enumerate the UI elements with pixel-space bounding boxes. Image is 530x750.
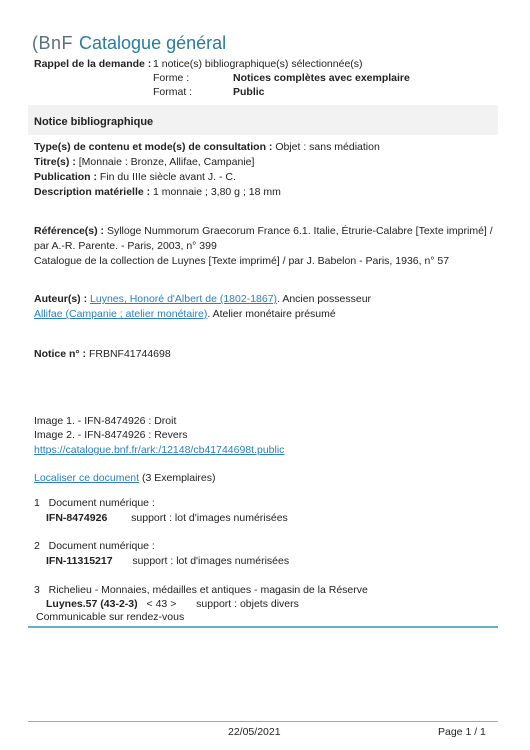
format-label: Format : [153,86,193,98]
request-value: 1 notice(s) bibliographique(s) sélectionnée(s) [153,58,363,70]
catalogue-title: Catalogue général [79,32,227,53]
auteur-line-1 [34,293,371,305]
copy-2-num: 2 [34,540,40,552]
reference-line-1 [34,225,493,237]
section-title: Notice bibliographique [34,116,154,128]
localiser-link[interactable]: Localiser ce document [34,472,140,484]
footer-date: 22/05/2021 [228,726,281,738]
copy-3-support-label: support : [196,598,238,610]
auteur-role-2: . Atelier monétaire présumé [207,308,336,320]
notice-label: Notice n° : [34,348,87,360]
copies-count: (3 Exemplaires) [141,472,216,484]
notice-field [34,348,171,360]
publication-value: Fin du IIIe siècle avant J. - C. [99,171,236,183]
type-label: Type(s) de contenu et mode(s) de consultation : [34,141,273,153]
reference-value-3: Catalogue de la collection de Luynes [Texte imprimé] / par J. Babelon - Paris, 1936, n° 57 [34,255,450,267]
image-2-line: Image 2. - IFN-8474926 : Revers [34,429,188,441]
titre-value: [Monnaie : Bronze, Allifae, Campanie] [78,156,255,168]
bnf-logo [32,32,226,54]
titre-label: Titre(s) : [34,156,76,168]
reference-label: Référence(s) : [34,225,105,237]
auteur-line-2 [34,308,336,320]
description-field [34,186,281,198]
copy-2-support-label: support : [132,555,174,567]
description-value: 1 monnaie ; 3,80 g ; 18 mm [153,186,281,198]
auteur-link-allifae[interactable]: Allifae (Campanie ; atelier monétaire) [34,308,208,320]
copy-3-title: Richelieu - Monnaies, médailles et antiques - magasin de la Réserve [48,584,368,596]
ark-link[interactable]: https://catalogue.bnf.fr/ark:/12148/cb41744698t.public [34,444,285,456]
copy-1-support-value: lot d'images numérisées [174,512,288,524]
format-value: Public [233,86,265,98]
copy-2-detail [46,555,289,567]
reference-value-1: Sylloge Nummorum Graecorum France 6.1. Italie, Étrurie-Calabre [Texte imprimé] / [106,225,493,237]
copy-1-detail [46,512,288,524]
copy-1-header [34,497,155,509]
auteur-label: Auteur(s) : [34,293,88,305]
auteur-role-1: . Ancien possesseur [277,293,372,305]
forme-value: Notices complètes avec exemplaire [233,72,410,84]
copy-3-support-value: objets divers [239,598,299,610]
copy-3-code: Luynes.57 (43-2-3) [46,598,138,610]
copy-3-extra: < 43 > [146,598,177,610]
copy-3-note: Communicable sur rendez-vous [36,611,185,623]
type-value: Objet : sans médiation [275,141,380,153]
copy-1-num: 1 [34,497,40,509]
copy-1-support-label: support : [131,512,172,524]
copy-2-code: IFN-11315217 [46,555,113,567]
copy-2-support-value: lot d'images numérisées [176,555,290,567]
description-label: Description matérielle : [34,186,151,198]
type-field [34,141,380,153]
notice-value: FRBNF41744698 [88,348,171,360]
copy-2-title: Document numérique : [48,540,155,552]
copy-2-header [34,540,155,552]
copy-3-num: 3 [34,584,40,596]
copy-1-title: Document numérique : [48,497,155,509]
bnf-logo-mark: (BnF [32,32,74,53]
copy-3-header [34,584,368,596]
reference-value-2: par A.-R. Parente. - Paris, 2003, n° 399 [34,240,217,252]
teal-divider [28,626,498,628]
copy-1-code: IFN-8474926 [46,512,108,524]
forme-label: Forme : [153,72,190,84]
publication-label: Publication : [34,171,97,183]
publication-field [34,171,236,183]
footer-page: Page 1 / 1 [438,726,486,738]
auteur-link-luynes[interactable]: Luynes, Honoré d'Albert de (1802-1867) [90,293,278,305]
request-label: Rappel de la demande : [34,58,152,70]
titre-field [34,156,254,168]
localiser-line [34,472,216,484]
image-1-line: Image 1. - IFN-8474926 : Droit [34,415,177,427]
copy-3-detail [46,598,299,610]
footer-divider [28,721,498,722]
